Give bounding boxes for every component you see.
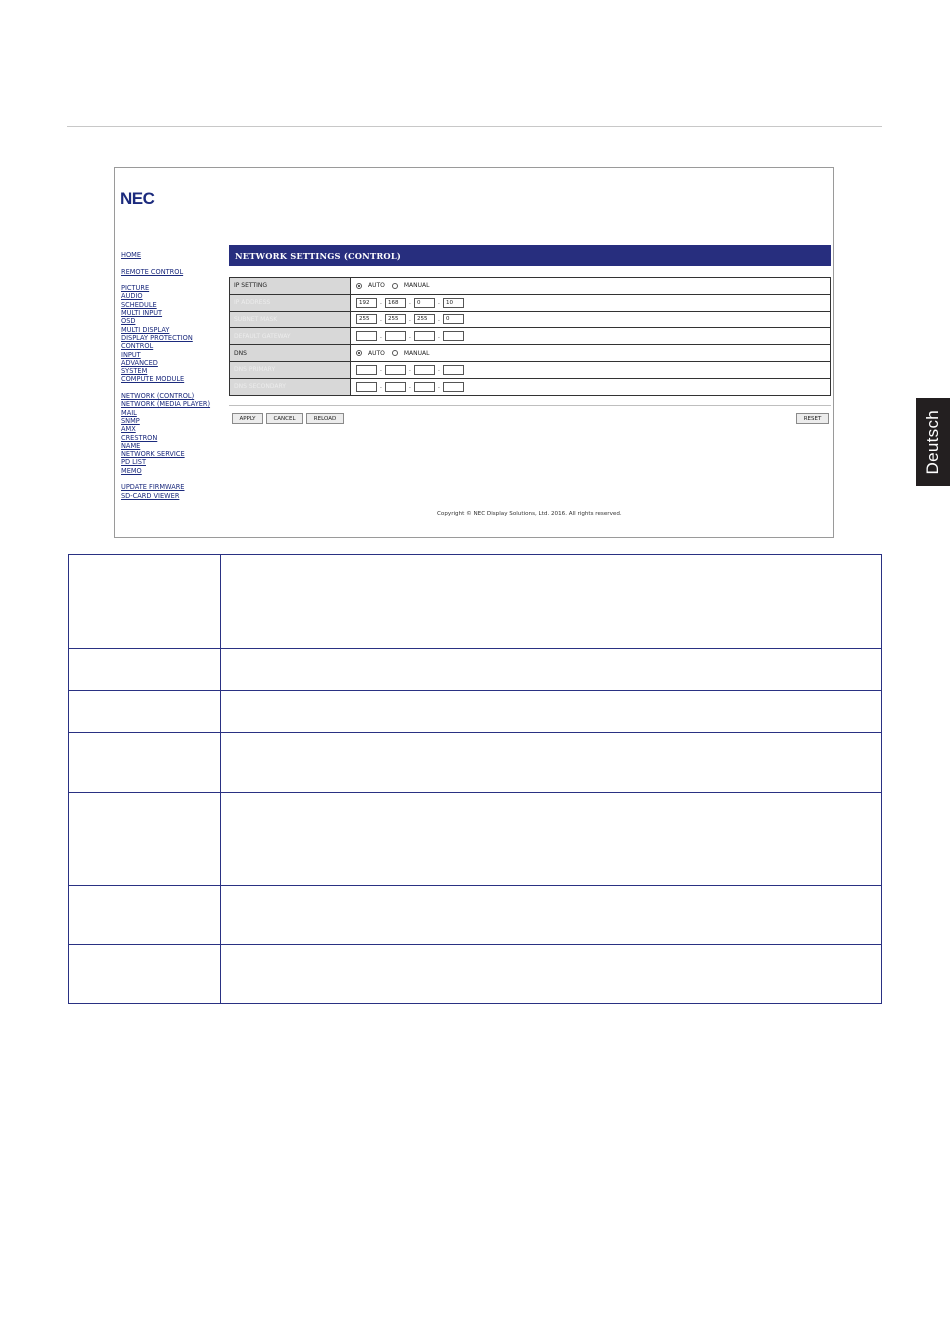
dns-secondary-label: DNS SECONDARY [230, 378, 351, 395]
table-row [69, 793, 882, 886]
ip-address-octet-2[interactable]: 168 [385, 298, 406, 308]
nav-link-sd-card-viewer[interactable]: SD-CARD VIEWER [121, 491, 180, 500]
subnet-mask-label: SUBNET MASK [230, 311, 351, 328]
nav-link-system[interactable]: SYSTEM [121, 367, 148, 376]
ip-address-inputs [351, 294, 831, 311]
ip-setting-row [230, 278, 831, 295]
subnet-mask-octet-1[interactable]: 255 [356, 314, 377, 324]
dns-primary-row [230, 361, 831, 378]
octet-separator: . [438, 315, 440, 323]
cancel-button[interactable]: CANCEL [266, 413, 303, 424]
subnet-mask-octet-3[interactable]: 255 [414, 314, 435, 324]
nav-link-advanced[interactable]: ADVANCED [121, 358, 158, 367]
dns-label: DNS [230, 345, 351, 362]
nav-link-amx[interactable]: AMX [121, 425, 136, 434]
dns-secondary-octet-4[interactable] [443, 382, 464, 392]
dns-secondary-row [230, 378, 831, 395]
octet-separator: . [380, 366, 382, 374]
table-row [69, 733, 882, 793]
dns-primary-label: DNS PRIMARY [230, 361, 351, 378]
octet-separator: . [409, 332, 411, 340]
nav-link-picture[interactable]: PICTURE [121, 284, 150, 293]
octet-separator: . [409, 299, 411, 307]
default-gateway-octet-2[interactable] [385, 331, 406, 341]
octet-separator: . [380, 383, 382, 391]
settings-divider [229, 405, 831, 406]
nav-link-name[interactable]: NAME [121, 441, 141, 450]
default-gateway-octet-4[interactable] [443, 331, 464, 341]
dns-primary-octet-2[interactable] [385, 365, 406, 375]
ip-setting-label: IP SETTING [230, 278, 351, 295]
nav-link-remote-control[interactable]: REMOTE CONTROL [121, 267, 184, 276]
nav-link-display-protection[interactable]: DISPLAY PROTECTION [121, 333, 193, 342]
table-row [69, 945, 882, 1004]
ip-auto-label: AUTO [368, 282, 385, 290]
dns-primary-octet-3[interactable] [414, 365, 435, 375]
table-row [69, 886, 882, 945]
dns-auto-label: AUTO [368, 349, 385, 357]
nav-link-network-control[interactable]: NETWORK (CONTROL) [121, 392, 195, 401]
top-divider [67, 126, 882, 127]
dns-secondary-octet-2[interactable] [385, 382, 406, 392]
nav-link-multi-input[interactable]: MULTI INPUT [121, 309, 163, 318]
web-interface-screenshot [114, 167, 834, 538]
table-row [69, 555, 882, 649]
language-tab [916, 398, 950, 486]
dns-secondary-octet-1[interactable] [356, 382, 377, 392]
page-title: NETWORK SETTINGS (CONTROL) [229, 245, 831, 266]
description-table [68, 554, 882, 1004]
nav-link-schedule[interactable]: SCHEDULE [121, 300, 157, 309]
nav-link-input[interactable]: INPUT [121, 350, 141, 359]
nav-link-crestron[interactable]: CRESTRON [121, 433, 158, 442]
nav-link-memo[interactable]: MEMO [121, 466, 142, 475]
reset-button[interactable]: RESET [796, 413, 829, 424]
dns-primary-octet-1[interactable] [356, 365, 377, 375]
table-row [69, 649, 882, 691]
sidebar-nav [121, 251, 226, 500]
ip-address-octet-4[interactable]: 10 [443, 298, 464, 308]
dns-manual-radio[interactable] [392, 350, 398, 356]
default-gateway-label: DEFAULT GATEWAY [230, 328, 351, 345]
table-row [69, 691, 882, 733]
dns-secondary-inputs [351, 378, 831, 395]
ip-manual-label: MANUAL [403, 282, 430, 290]
octet-separator: . [438, 332, 440, 340]
nav-link-snmp[interactable]: SNMP [121, 416, 140, 425]
nav-link-osd[interactable]: OSD [121, 317, 136, 326]
dns-secondary-octet-3[interactable] [414, 382, 435, 392]
nav-link-network-service[interactable]: NETWORK SERVICE [121, 450, 185, 459]
language-tab-label: Deutsch [923, 409, 942, 475]
nec-logo: NEC [120, 189, 155, 208]
nav-link-audio[interactable]: AUDIO [121, 292, 143, 301]
nav-link-compute-module[interactable]: COMPUTE MODULE [121, 375, 185, 384]
default-gateway-octet-1[interactable] [356, 331, 377, 341]
ip-address-octet-3[interactable]: 0 [414, 298, 435, 308]
nav-link-home[interactable]: HOME [121, 251, 142, 259]
dns-manual-label: MANUAL [403, 349, 430, 357]
octet-separator: . [438, 383, 440, 391]
ip-address-octet-1[interactable]: 192 [356, 298, 377, 308]
dns-primary-octet-4[interactable] [443, 365, 464, 375]
octet-separator: . [409, 366, 411, 374]
default-gateway-octet-3[interactable] [414, 331, 435, 341]
ip-address-row [230, 294, 831, 311]
subnet-mask-inputs [351, 311, 831, 328]
octet-separator: . [409, 315, 411, 323]
subnet-mask-octet-2[interactable]: 255 [385, 314, 406, 324]
octet-separator: . [438, 299, 440, 307]
copyright-text: Copyright © NEC Display Solutions, Ltd. 2016. All rights reserved. [437, 511, 622, 517]
dns-row [230, 345, 831, 362]
ip-manual-radio[interactable] [392, 283, 398, 289]
octet-separator: . [380, 299, 382, 307]
octet-separator: . [380, 315, 382, 323]
octet-separator: . [380, 332, 382, 340]
dns-auto-radio[interactable] [356, 350, 362, 356]
nav-link-multi-display[interactable]: MULTI DISPLAY [121, 325, 170, 334]
ip-address-label: IP ADDRESS [230, 294, 351, 311]
apply-button[interactable]: APPLY [232, 413, 263, 424]
dns-primary-inputs [351, 361, 831, 378]
reload-button[interactable]: RELOAD [306, 413, 344, 424]
nav-link-network-media-player[interactable]: NETWORK (MEDIA PLAYER) [121, 400, 211, 409]
nav-link-control[interactable]: CONTROL [121, 342, 154, 351]
subnet-mask-octet-4[interactable]: 0 [443, 314, 464, 324]
nav-link-mail[interactable]: MAIL [121, 408, 137, 417]
octet-separator: . [438, 366, 440, 374]
subnet-mask-row [230, 311, 831, 328]
nav-link-pd-list[interactable]: PD LIST [121, 458, 146, 467]
nav-link-update-firmware[interactable]: UPDATE FIRMWARE [121, 483, 185, 492]
ip-auto-radio[interactable] [356, 283, 362, 289]
network-settings-table [229, 277, 831, 396]
default-gateway-inputs [351, 328, 831, 345]
default-gateway-row [230, 328, 831, 345]
octet-separator: . [409, 383, 411, 391]
